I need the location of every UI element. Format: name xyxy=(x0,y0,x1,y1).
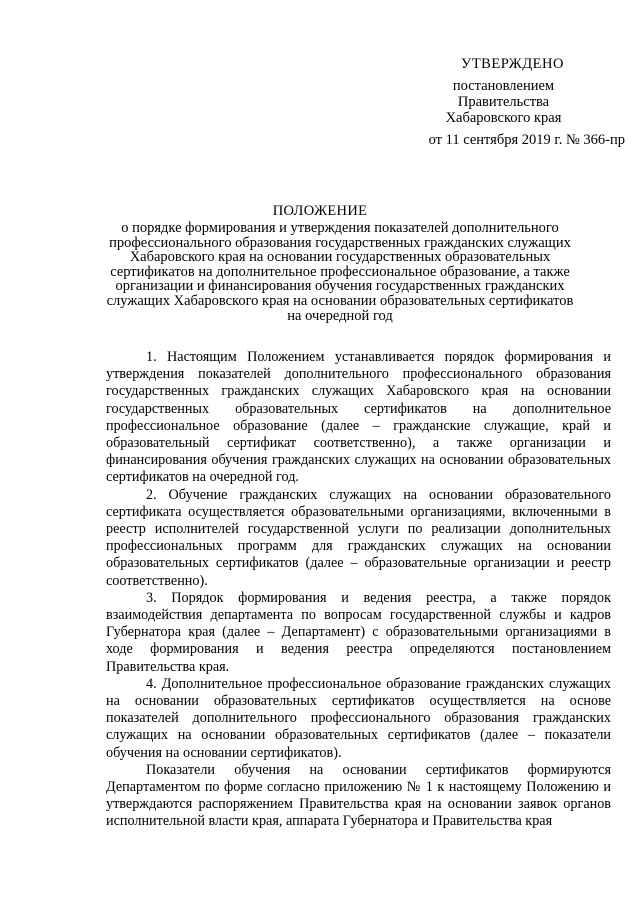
approval-line-1: постановлением xyxy=(452,78,555,94)
document-title: ПОЛОЖЕНИЕ xyxy=(272,203,368,219)
paragraph: 3. Порядок формирования и ведения реестра, а также порядок взаимодействия департамента по вопросам государственной службы и кадров Губернатора края (далее – Департамент) с образовательными организациями в ходе формирования и ведения реестра определяются постановлением Правительства края. xyxy=(106,589,611,675)
approval-line-3: Хабаровского края xyxy=(445,110,562,126)
paragraph: 4. Дополнительное профессиональное образование гражданских служащих на основании образовательных сертификатов осуществляется на основе показателей дополнительного профессионального образования гражданских служащих на основании образовательных сертификатов (далее – показатели обучения на основании сертификатов). xyxy=(106,675,611,761)
paragraph: 2. Обучение гражданских служащих на основании образовательного сертификата осуществляется образовательными организациями, включенными в реестр исполнителей государственной услуги по реализации дополнительных профессиональных программ для гражданских служащих на основании образовательных сертификатов (далее – образовательные организации и реестр соответственно). xyxy=(106,486,611,589)
approval-stamp xyxy=(380,56,625,148)
document-body xyxy=(106,349,611,831)
paragraph: Показатели обучения на основании сертификатов формируются Департаментом по форме согласно приложению № 1 к настоящему Положению и утверждаются распоряжением Правительства края на основании заявок органов исполнительной власти края, аппарата Губернатора и Правительства края xyxy=(106,761,611,830)
document-subtitle: о порядке формирования и утверждения показателей дополнительного профессионального образования государственных гражданских служащих Хабаровского края на основании государственных образовательных сертификатов на дополнительное профессиональное образование, а также организации и финансирования обучения государственных гражданских служащих Хабаровского края на основании образовательных сертификатов на очередной год xyxy=(106,220,574,324)
paragraph: 1. Настоящим Положением устанавливается порядок формирования и утверждения показателей дополнительного профессионального образования государственных гражданских служащих Хабаровского края на основании государственных образовательных сертификатов на дополнительное профессиональное образование (далее – гражданские служащие, край и образовательный сертификат соответственно), а также организации и финансирования обучения гражданских служащих на основании образовательных сертификатов на очередной год. xyxy=(106,349,611,486)
approval-line-2: Правительства xyxy=(457,94,550,110)
approval-title: УТВЕРЖДЕНО xyxy=(461,56,564,72)
approval-date: от 11 сентября 2019 г. № 366-пр xyxy=(428,132,625,148)
